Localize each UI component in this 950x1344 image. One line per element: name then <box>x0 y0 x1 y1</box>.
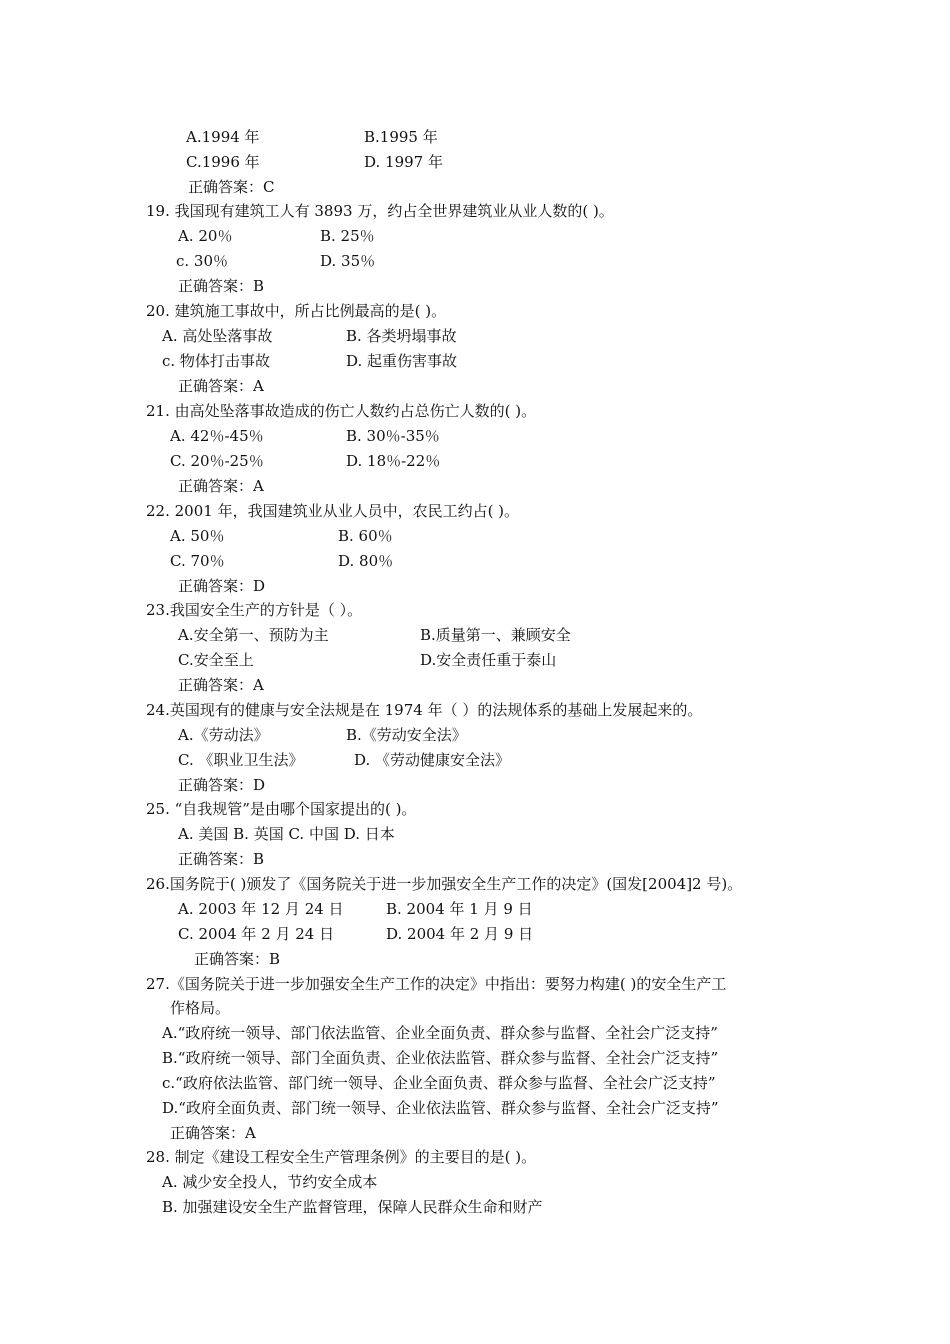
q25-answer: 正确答案：B <box>178 850 265 868</box>
q20-option-c: c. 物体打击事故 <box>162 352 270 370</box>
q22-option-b: B. 60％ <box>338 527 393 545</box>
q19-stem: 19. 我国现有建筑工人有 3893 万，约占全世界建筑业从业人数的( )。 <box>146 202 614 220</box>
q23-answer: 正确答案：A <box>178 676 264 694</box>
q20-stem: 20. 建筑施工事故中，所占比例最高的是( )。 <box>146 302 447 320</box>
q18-option-d: D. 1997 年 <box>364 153 443 171</box>
q20-option-b: B. 各类坍塌事故 <box>346 327 457 345</box>
q26-option-b: B. 2004 年 1 月 9 日 <box>386 900 533 918</box>
q27-option-a: A.“政府统一领导、部门依法监管、企业全面负责、群众参与监督、全社会广泛支持” <box>162 1024 718 1042</box>
q21-option-c: C. 20％-25％ <box>170 452 264 470</box>
q27-option-d: D.“政府全面负责、部门统一领导、企业依法监管、群众参与监督、全社会广泛支持” <box>162 1099 719 1117</box>
q22-answer: 正确答案：D <box>178 577 266 595</box>
q18-option-b: B.1995 年 <box>364 128 438 146</box>
q24-answer: 正确答案：D <box>178 776 266 794</box>
q27-stem-line-2: 作格局。 <box>170 999 231 1017</box>
q24-option-b: B.《劳动安全法》 <box>346 726 467 744</box>
q18-option-c: C.1996 年 <box>186 153 260 171</box>
q25-options: A. 美国 B. 英国 C. 中国 D. 日本 <box>178 825 395 843</box>
q22-stem: 22. 2001 年，我国建筑业从业人员中，农民工约占( )。 <box>146 502 520 520</box>
q23-option-b: B.质量第一、兼顾安全 <box>420 626 571 644</box>
q21-option-a: A. 42％-45％ <box>170 427 264 445</box>
q21-option-d: D. 18％-22％ <box>346 452 441 470</box>
q19-option-b: B. 25％ <box>320 227 375 245</box>
q19-option-a: A. 20％ <box>178 227 233 245</box>
q20-option-d: D. 起重伤害事故 <box>346 352 458 370</box>
q26-answer: 正确答案：B <box>194 950 281 968</box>
q28-stem: 28. 制定《建设工程安全生产管理条例》的主要目的是( )。 <box>146 1148 537 1166</box>
q24-stem: 24.英国现有的健康与安全法规是在 1974 年（ ）的法规体系的基础上发展起来的。 <box>146 701 703 719</box>
q24-option-a: A.《劳动法》 <box>178 726 269 744</box>
q27-stem-line-1: 27.《国务院关于进一步加强安全生产工作的决定》中指出：要努力构建( )的安全生产工 <box>146 975 727 993</box>
q23-stem: 23.我国安全生产的方针是（ ）。 <box>146 601 363 619</box>
q19-option-d: D. 35％ <box>320 252 376 270</box>
q26-stem: 26.国务院于( )颁发了《国务院关于进一步加强安全生产工作的决定》(国发[2004]2 号)。 <box>146 875 743 893</box>
q26-option-a: A. 2003 年 12 月 24 日 <box>178 900 344 918</box>
q18-option-a: A.1994 年 <box>186 128 260 146</box>
q19-answer: 正确答案：B <box>178 277 265 295</box>
q18-answer: 正确答案：C <box>188 178 275 196</box>
q19-option-c: c. 30％ <box>176 252 229 270</box>
q20-option-a: A. 高处坠落事故 <box>162 327 273 345</box>
q27-answer: 正确答案：A <box>170 1124 256 1142</box>
q26-option-d: D. 2004 年 2 月 9 日 <box>386 925 534 943</box>
q26-option-c: C. 2004 年 2 月 24 日 <box>178 925 335 943</box>
q24-option-d: D. 《劳动健康安全法》 <box>354 751 511 769</box>
q22-option-d: D. 80％ <box>338 552 394 570</box>
q22-option-c: C. 70％ <box>170 552 225 570</box>
q20-answer: 正确答案：A <box>178 377 264 395</box>
q23-option-d: D.安全责任重于泰山 <box>420 651 557 669</box>
q21-stem: 21. 由高处坠落事故造成的伤亡人数约占总伤亡人数的( )。 <box>146 402 537 420</box>
q21-answer: 正确答案：A <box>178 477 264 495</box>
q23-option-c: C.安全至上 <box>178 651 254 669</box>
q27-option-b: B.“政府统一领导、部门全面负责、企业依法监管、群众参与监督、全社会广泛支持” <box>162 1049 719 1067</box>
q23-option-a: A.安全第一、预防为主 <box>178 626 329 644</box>
q24-option-c: C. 《职业卫生法》 <box>178 751 304 769</box>
q25-stem: 25. “自我规管”是由哪个国家提出的( )。 <box>146 800 417 818</box>
q28-option-a: A. 减少安全投人，节约安全成本 <box>162 1173 378 1191</box>
q21-option-b: B. 30％-35％ <box>346 427 440 445</box>
q27-option-c: c.“政府依法监管、部门统一领导、企业全面负责、群众参与监督、全社会广泛支持” <box>162 1074 716 1092</box>
q22-option-a: A. 50％ <box>170 527 225 545</box>
q28-option-b: B. 加强建设安全生产监督管理，保障人民群众生命和财产 <box>162 1198 543 1216</box>
